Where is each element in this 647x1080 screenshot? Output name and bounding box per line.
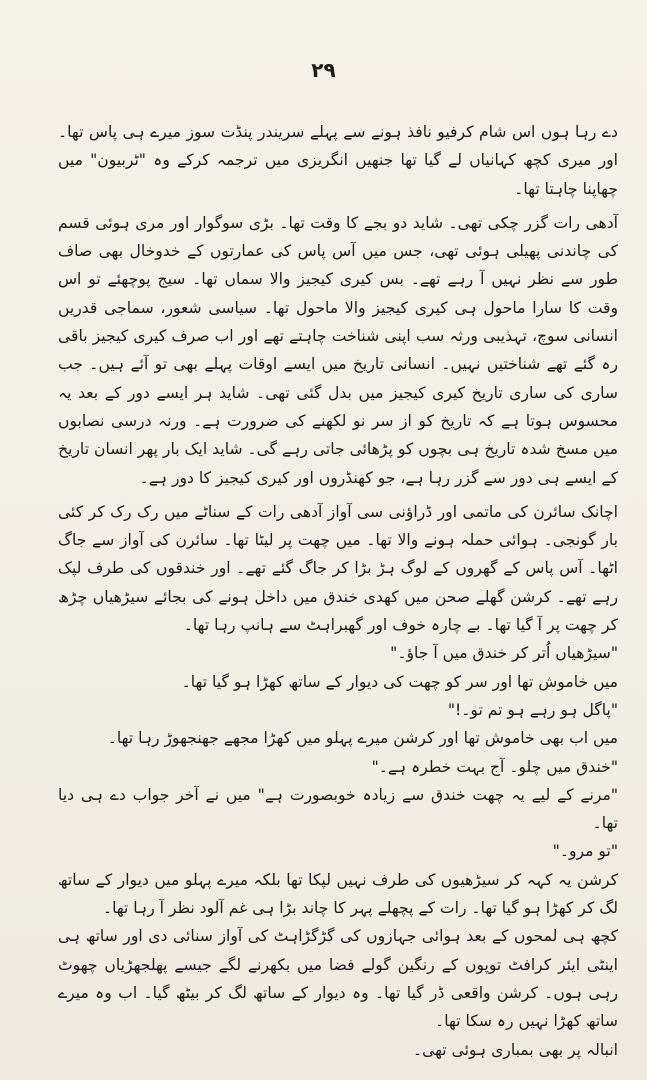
paragraph: میں اب بھی خاموش تھا اور کرشن میرے پہلو میں کھڑا مجھے جھنجھوڑ رہا تھا۔ <box>107 729 618 748</box>
paragraph: انبالہ پر بھی بمباری ہوئی تھی۔ <box>412 1040 618 1059</box>
dialogue-line: "مرنے کے لیے یہ چھت خندق سے زیادہ خوبصورت ہے" میں نے آخر جواب دے ہی دیا تھا۔ <box>58 785 618 833</box>
page-number: ۲۹ <box>311 58 336 82</box>
dialogue-line: "خندق میں چلو۔ آج بہت خطرہ ہے۔" <box>371 757 618 776</box>
dialogue-line: "پاگل ہو رہے ہو تم تو۔!" <box>447 700 618 719</box>
paragraph: آدھی رات گزر چکی تھی۔ شاید دو بجے کا وقت تھا۔ بڑی سوگوار اور مری ہوئی قسم کی چاندنی پھیلی ہوئی تھی، جس میں آس پاس کی عمارتوں کے خدوخال بھی صاف طور سے نظر نہیں آ رہے تھے۔ بس کیری کیجیز والا سماں تھا۔ سیج پوچھئے تو اس وقت کا سارا ماحول ہی کیری کیجیز والا ماحول تھا۔ سیاسی شعور، سماجی قدریں انسانی سوچ، تہذیبی ورثہ سب اپنی شناخت چاہتے تھے اور اب صرف کیری کیجیز باقی رہ گئے تھے شناختیں نہیں۔ انسانی تاریخ میں ایسے اوقات پہلے بھی تو آئے ہیں۔ جب ساری کی ساری تاریخ کیری کیجیز میں بدل گئی تھی۔ شاید ہر ایسے دور کے بعد یہ محسوس ہوتا ہے کہ تاریخ کو از سر نو لکھنے کی ضرورت ہے۔ ورنہ درسی نصابوں میں مسخ شدہ تاریخ ہی بچوں کو پڑھائی جاتی رہے گی۔ شاید ایک بار پھر انسان تاریخ کے ایسے ہی دور سے گزر رہا ہے، جو کھنڈروں اور کیری کیجیز کا دور ہے۔ <box>58 213 618 487</box>
paragraph: میں خاموش تھا اور سر کو چھت کی دیوار کے ساتھ کھڑا ہو گیا تھا۔ <box>181 672 618 691</box>
paragraph: کرشن یہ کہہ کر سیڑھیوں کی طرف نہیں لپکا تھا بلکہ میرے پہلو میں دیوار کے ساتھ لگ کر کھڑا ہو گیا تھا۔ رات کے پچھلے پہر کا چاند بڑا ہی غم آلود نظر آ رہا تھا۔ <box>58 870 618 918</box>
paragraph: دے رہا ہوں اس شام کرفیو نافذ ہونے سے پہلے سریندر پنڈت سوز میرے ہی پاس تھا۔ اور میری کچھ کہانیاں لے گیا تھا جنھیں انگریزی میں ترجمہ کرکے وہ "ٹربیون" میں چھاپنا چاہتا تھا۔ <box>58 123 618 198</box>
dialogue-line: "سیڑھیاں اُتر کر خندق میں آ جاؤ۔" <box>390 644 618 663</box>
paragraph: کچھ ہی لمحوں کے بعد ہوائی جہازوں کی گڑگڑاہٹ کی آواز سنائی دی اور ساتھ ہی اینٹی ایئر کرافٹ توپوں کے رنگین گولے فضا میں بکھرنے لگے جیسے پھلجھڑیاں چھوٹ رہی ہوں۔ کرشن واقعی ڈر گیا تھا۔ وہ دیوار کے ساتھ لگ کر بیٹھ گیا۔ اب وہ میرے ساتھ کھڑا نہیں رہ سکا تھا۔ <box>58 927 618 1031</box>
dialogue-line: "تو مرو۔" <box>552 842 618 861</box>
page-body <box>58 118 618 1064</box>
paragraph: اچانک سائرن کی ماتمی اور ڈراؤنی سی آواز آدھی رات کے سناٹے میں رک رک کر کئی بار گونجی۔ ہوائی حملہ ہونے والا تھا۔ میں چھت پر لیٹا تھا۔ سائرن کی آواز سے جاگ اٹھا۔ آس پاس کے گھروں کے لوگ ہڑ بڑا کر جاگ گئے تھے۔ اور خندقوں کی طرف لپک رہے تھے۔ کرشن گھلے صحن میں کھدی خندق میں داخل ہونے کی بجائے سیڑھیاں چڑھ کر چھت پر آ گیا تھا۔ بے چارہ خوف اور گھبراہٹ سے ہانپ رہا تھا۔ <box>58 502 618 635</box>
